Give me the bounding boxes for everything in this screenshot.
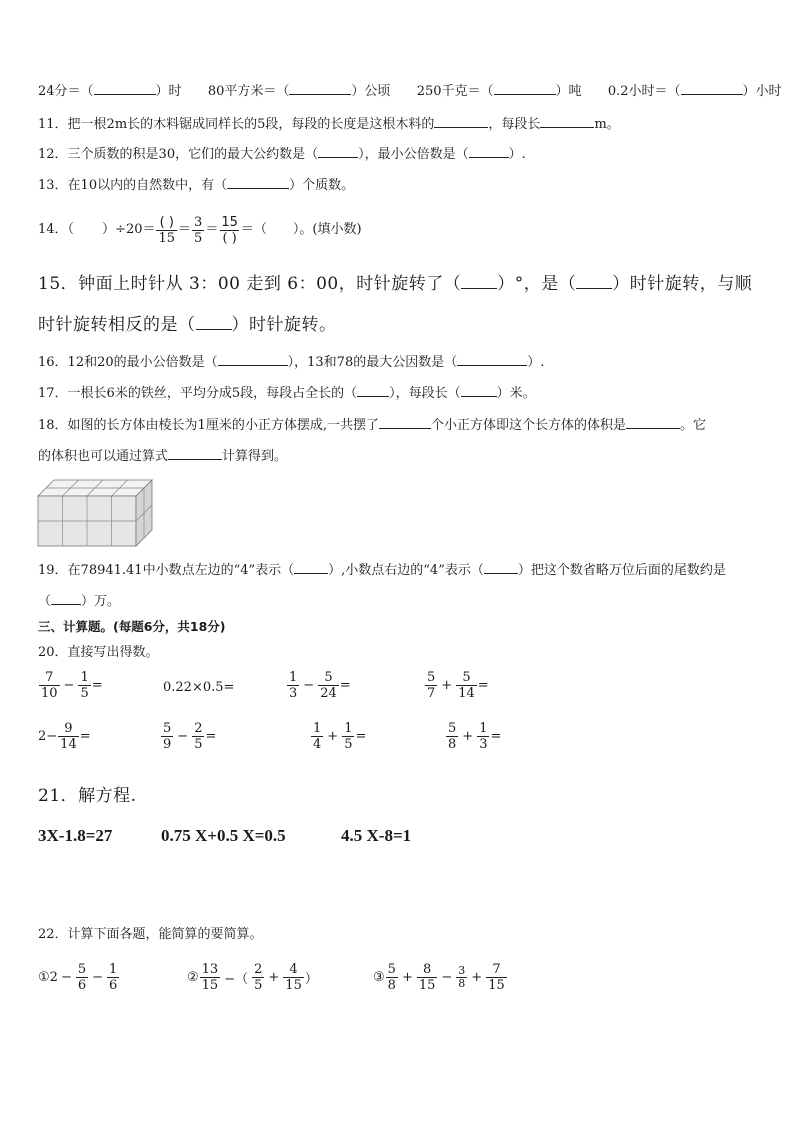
question-12 bbox=[38, 145, 764, 164]
operator: − bbox=[303, 678, 315, 693]
equals-sign: = bbox=[79, 729, 91, 744]
fraction-denominator: 14 bbox=[458, 686, 475, 701]
fraction-denominator: 4 bbox=[313, 737, 322, 752]
answer-blank[interactable] bbox=[461, 272, 497, 289]
q20-expr-r2-3 bbox=[310, 721, 366, 752]
answer-blank[interactable] bbox=[294, 561, 328, 574]
fraction-denominator: 15 bbox=[201, 978, 219, 993]
answer-blank[interactable] bbox=[379, 416, 431, 429]
conv-hectare-label: 80平方米＝（ bbox=[207, 84, 290, 99]
q16-text: ）. bbox=[527, 355, 545, 370]
fraction bbox=[386, 962, 398, 993]
answer-blank[interactable] bbox=[196, 313, 232, 330]
q18-text: 。它 bbox=[679, 418, 706, 433]
operator: + bbox=[401, 970, 413, 985]
answer-blank[interactable] bbox=[434, 115, 488, 128]
fraction-numerator: 1 bbox=[313, 721, 322, 736]
fraction-denominator: 15 bbox=[488, 978, 505, 993]
operator: + bbox=[268, 970, 280, 985]
answer-blank[interactable] bbox=[457, 353, 527, 366]
answer-blank[interactable] bbox=[469, 145, 509, 158]
equals-sign: ＝ bbox=[178, 222, 192, 237]
q16-text: ），13和78的最大公因数是（ bbox=[287, 355, 458, 370]
question-20-title: 20．直接写出得数。 bbox=[38, 645, 159, 660]
q15-text: ）时针旋转。 bbox=[231, 315, 337, 335]
equals-sign: = bbox=[205, 729, 217, 744]
fraction-numerator: 13 bbox=[201, 962, 219, 977]
q14-text: 14．（ bbox=[38, 222, 75, 237]
whole-number: 2− bbox=[38, 729, 58, 744]
fraction-numerator: 5 bbox=[462, 670, 471, 685]
operator: + bbox=[471, 970, 483, 985]
fraction-denominator: 8 bbox=[458, 977, 466, 990]
fraction-numerator: 1 bbox=[344, 721, 353, 736]
equation-3: 4.5 X-8=1 bbox=[341, 826, 412, 845]
fraction-denominator: 15 bbox=[285, 978, 302, 993]
q22-problem-3 bbox=[373, 962, 508, 993]
fraction bbox=[456, 965, 467, 990]
answer-blank[interactable] bbox=[494, 82, 556, 95]
q22-problem-1 bbox=[38, 962, 120, 993]
fraction-numerator: 5 bbox=[324, 670, 333, 685]
fraction-numerator: 5 bbox=[448, 721, 457, 736]
q18-text: 的体积也可以通过算式 bbox=[38, 449, 169, 464]
answer-blank[interactable] bbox=[681, 82, 743, 95]
fraction bbox=[39, 670, 60, 701]
fraction bbox=[200, 962, 221, 993]
q12-text: 12．三个质数的积是30，它们的最大公约数是（ bbox=[38, 147, 319, 162]
fraction-denominator: 8 bbox=[448, 737, 457, 752]
conv-ton-label: 250千克＝（ bbox=[416, 84, 494, 99]
q20-expr-r1-4 bbox=[424, 670, 489, 701]
fraction bbox=[283, 962, 304, 993]
fraction bbox=[161, 721, 173, 752]
q20-expr-r1-2: 0.22×0.5= bbox=[163, 680, 235, 695]
fraction-denominator-blank[interactable]: ( ) bbox=[222, 230, 237, 246]
q17-text: ）米。 bbox=[496, 386, 536, 401]
fraction-denominator: 6 bbox=[77, 978, 87, 993]
fraction-denominator: 15 bbox=[158, 230, 176, 246]
fraction-numerator: 15 bbox=[221, 214, 238, 230]
fraction-denominator: 8 bbox=[387, 978, 396, 993]
fraction-numerator: 4 bbox=[289, 962, 298, 977]
conv-hectare-unit: ）公顷 bbox=[351, 84, 391, 99]
q22-problem-2 bbox=[187, 962, 318, 993]
fraction-numerator: 8 bbox=[422, 962, 432, 977]
conv-hours-label: 24分＝（ bbox=[38, 84, 94, 99]
fraction-denominator: 5 bbox=[194, 230, 203, 246]
close-paren: ） bbox=[304, 972, 318, 987]
fraction bbox=[342, 721, 354, 752]
fraction-numerator: 1 bbox=[80, 670, 89, 685]
answer-blank[interactable] bbox=[540, 115, 594, 128]
fraction-denominator: 3 bbox=[479, 737, 488, 752]
fraction-numerator: 5 bbox=[77, 962, 87, 977]
operator: − bbox=[441, 970, 453, 985]
q15-text: 时针旋转相反的是（ bbox=[38, 315, 196, 335]
q19-text: ）把这个数省略万位后面的尾数约是 bbox=[517, 563, 726, 578]
fraction-denominator: 3 bbox=[289, 686, 298, 701]
fraction-denominator: 5 bbox=[80, 686, 89, 701]
equals-sign: = bbox=[355, 729, 367, 744]
fraction bbox=[107, 962, 119, 993]
fraction-numerator: 5 bbox=[387, 962, 396, 977]
question-13 bbox=[38, 176, 764, 195]
fraction bbox=[417, 962, 438, 993]
fraction-numerator: 9 bbox=[64, 721, 73, 736]
answer-blank[interactable] bbox=[357, 384, 389, 397]
answer-blank[interactable] bbox=[318, 145, 358, 158]
q19-text: ）,小数点右边的“4”表示（ bbox=[328, 563, 484, 578]
q20-expr-r1-1 bbox=[38, 670, 103, 701]
answer-blank[interactable] bbox=[626, 416, 680, 429]
q17-text: ），每段长（ bbox=[389, 386, 461, 401]
fraction-numerator: 2 bbox=[254, 962, 263, 977]
question-17 bbox=[38, 384, 764, 403]
q14-text: ＝（ ）。(填小数) bbox=[240, 222, 362, 237]
operator: − bbox=[60, 970, 72, 985]
operator: + bbox=[441, 678, 453, 693]
cuboid-figure bbox=[36, 476, 154, 548]
fraction-denominator: 10 bbox=[41, 686, 58, 701]
q11-text: 11．把一根2m长的木料锯成同样长的5段，每段的长度是这根木料的 bbox=[38, 117, 435, 132]
fraction bbox=[192, 721, 204, 752]
answer-blank[interactable] bbox=[289, 82, 351, 95]
fraction bbox=[477, 721, 489, 752]
q20-expr-r1-3 bbox=[286, 670, 351, 701]
fraction bbox=[76, 962, 88, 993]
equals-sign: ＝ bbox=[205, 222, 219, 237]
q13-text: 13．在10以内的自然数中，有（ bbox=[38, 178, 228, 193]
answer-blank[interactable] bbox=[461, 384, 497, 397]
conv-hour-unit: ）小时 bbox=[742, 84, 782, 99]
fraction bbox=[456, 670, 477, 701]
fraction bbox=[318, 670, 339, 701]
equation-2: 0.75 X+0.5 X=0.5 bbox=[161, 826, 286, 845]
fraction-numerator-blank[interactable]: ( ) bbox=[159, 214, 174, 230]
answer-blank[interactable] bbox=[227, 176, 289, 189]
equation-1: 3X-1.8=27 bbox=[38, 826, 113, 845]
q12-text: ），最小公倍数是（ bbox=[358, 147, 469, 162]
fraction-numerator: 1 bbox=[479, 721, 488, 736]
fraction bbox=[219, 215, 240, 246]
answer-blank[interactable] bbox=[576, 272, 612, 289]
q15-text: ）°，是（ bbox=[497, 274, 577, 294]
fraction bbox=[78, 670, 90, 701]
unit-conversion-line bbox=[38, 82, 782, 101]
answer-blank[interactable] bbox=[218, 353, 288, 366]
fraction-denominator: 5 bbox=[254, 978, 263, 993]
answer-blank[interactable] bbox=[484, 561, 518, 574]
answer-blank[interactable] bbox=[51, 592, 81, 605]
equals-sign: = bbox=[339, 678, 351, 693]
conv-ton-unit: ）吨 bbox=[555, 84, 582, 99]
answer-blank[interactable] bbox=[168, 447, 222, 460]
fraction-denominator: 6 bbox=[109, 978, 118, 993]
question-11 bbox=[38, 115, 764, 134]
operator: − bbox=[63, 678, 75, 693]
fraction-numerator: 3 bbox=[194, 214, 203, 230]
fraction-numerator: 5 bbox=[427, 670, 436, 685]
question-19-line-2 bbox=[38, 592, 764, 611]
question-14 bbox=[38, 210, 764, 250]
fraction-numerator: 3 bbox=[458, 964, 466, 977]
operator: −（ bbox=[224, 972, 249, 987]
q19-text: 19．在78941.41中小数点左边的“4”表示（ bbox=[38, 563, 295, 578]
fraction bbox=[252, 962, 264, 993]
q16-text: 16．12和20的最小公倍数是（ bbox=[38, 355, 218, 370]
fraction-numerator: 1 bbox=[289, 670, 298, 685]
problem-label: ③ bbox=[373, 970, 385, 985]
section-3-heading: 三、计算题。(每题6分，共18分) bbox=[38, 619, 226, 634]
question-15-line-2 bbox=[38, 313, 764, 337]
equals-sign: = bbox=[490, 729, 502, 744]
q15-text: ）时针旋转，与顺 bbox=[612, 274, 753, 294]
q11-text: ，每段长 bbox=[488, 117, 541, 132]
equals-sign: = bbox=[91, 678, 103, 693]
problem-label: ② bbox=[187, 970, 199, 985]
q18-text: 18．如图的长方体由棱长为1厘米的小正方体摆成,一共摆了 bbox=[38, 418, 379, 433]
q19-text: （ bbox=[38, 594, 52, 609]
operator: − bbox=[177, 729, 189, 744]
fraction-denominator: 15 bbox=[418, 978, 436, 993]
fraction bbox=[311, 721, 323, 752]
q18-text: 计算得到。 bbox=[222, 449, 288, 464]
equals-sign: = bbox=[477, 678, 489, 693]
q19-text: ）万。 bbox=[81, 594, 121, 609]
question-15-line-1 bbox=[38, 272, 764, 296]
q20-expr-r2-4 bbox=[445, 721, 501, 752]
fraction bbox=[486, 962, 507, 993]
q20-expr-r2-1 bbox=[38, 721, 91, 752]
operator: + bbox=[462, 729, 474, 744]
fraction-denominator: 5 bbox=[344, 737, 353, 752]
conv-hours-unit: ）时 bbox=[155, 84, 182, 99]
question-19-line-1 bbox=[38, 561, 764, 580]
q12-text: ）. bbox=[508, 147, 526, 162]
fraction-numerator: 2 bbox=[194, 721, 203, 736]
conv-hour-label: 0.2小时＝（ bbox=[607, 84, 681, 99]
fraction bbox=[287, 670, 299, 701]
q15-text: 15．钟面上时针从 3：00 走到 6：00，时针旋转了（ bbox=[38, 274, 462, 294]
question-18-line-2 bbox=[38, 447, 764, 466]
question-16 bbox=[38, 353, 764, 372]
fraction bbox=[156, 215, 177, 246]
question-18-line-1 bbox=[38, 416, 764, 435]
operator: − bbox=[92, 970, 104, 985]
fraction-numerator: 7 bbox=[492, 962, 501, 977]
fraction-denominator: 5 bbox=[194, 737, 203, 752]
q17-text: 17．一根长6米的铁丝，平均分成5段，每段占全长的（ bbox=[38, 386, 358, 401]
operator: + bbox=[327, 729, 339, 744]
question-21-title: 21．解方程. bbox=[38, 786, 137, 806]
q11-text: m。 bbox=[594, 117, 620, 132]
question-22-title: 22．计算下面各题，能简算的要简算。 bbox=[38, 927, 263, 942]
problem-label: ①2 bbox=[38, 970, 58, 985]
fraction bbox=[425, 670, 437, 701]
fraction-numerator: 7 bbox=[45, 670, 54, 685]
fraction-numerator: 5 bbox=[163, 721, 172, 736]
fraction bbox=[446, 721, 458, 752]
answer-blank[interactable] bbox=[94, 82, 156, 95]
q13-text: ）个质数。 bbox=[289, 178, 355, 193]
fraction-denominator: 7 bbox=[427, 686, 436, 701]
fraction-denominator: 14 bbox=[60, 737, 77, 752]
fraction bbox=[192, 215, 204, 246]
fraction bbox=[58, 721, 79, 752]
fraction-numerator: 1 bbox=[109, 962, 118, 977]
q14-text: ）÷20＝ bbox=[102, 222, 156, 237]
fraction-denominator: 9 bbox=[163, 737, 172, 752]
q18-text: 个小正方体即这个长方体的体积是 bbox=[430, 418, 626, 433]
q20-expr-r2-2 bbox=[160, 721, 216, 752]
fraction-denominator: 24 bbox=[320, 686, 337, 701]
